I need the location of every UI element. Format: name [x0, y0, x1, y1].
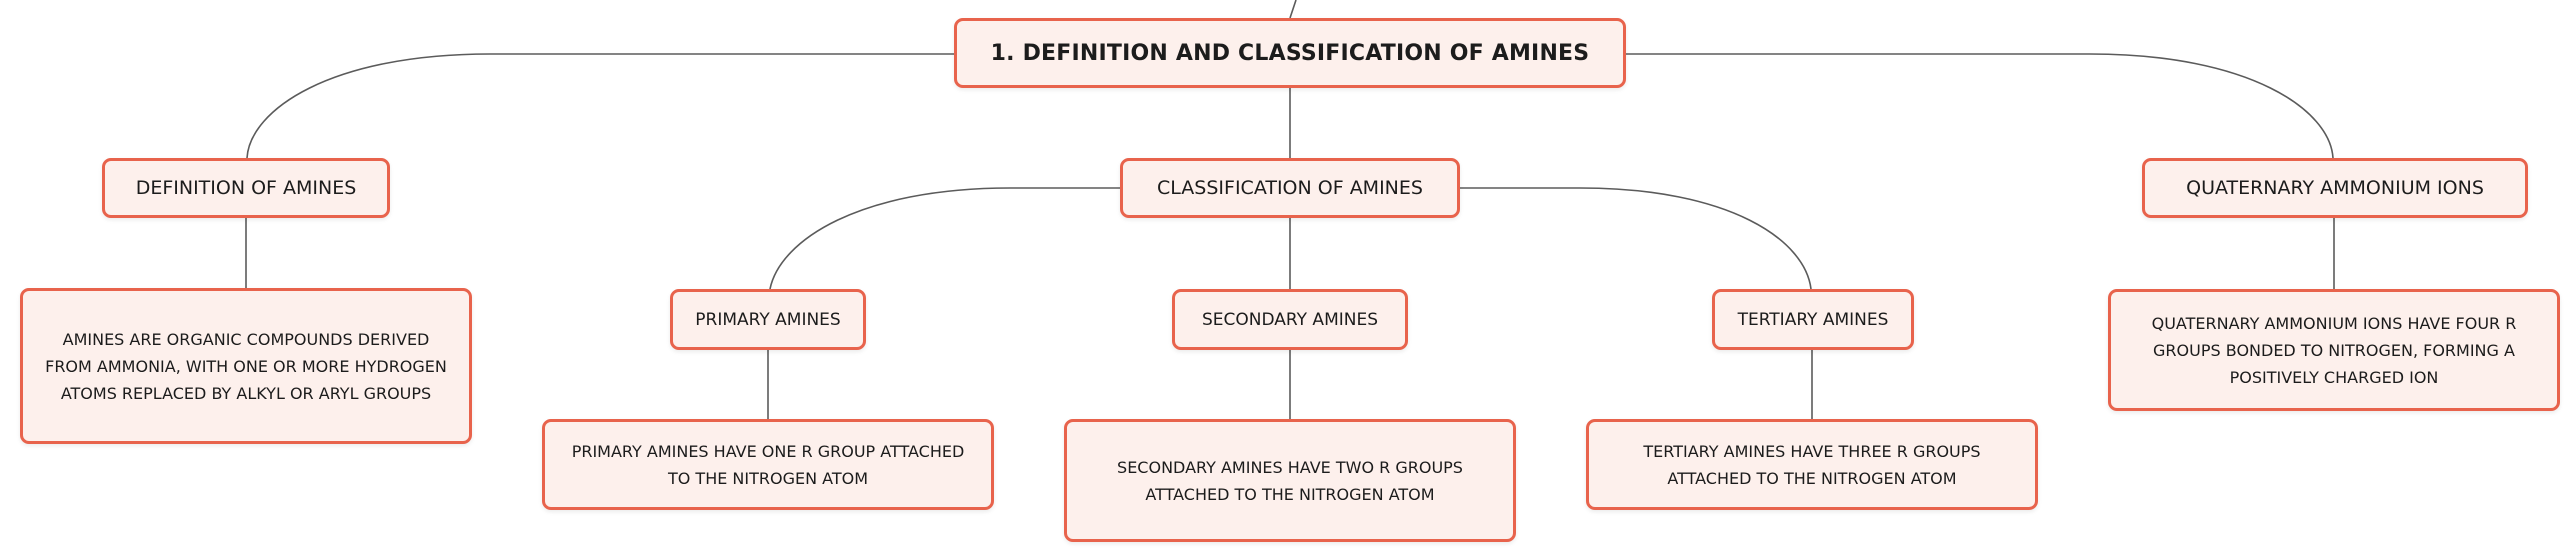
- connector-classification-to-tertiary: [1460, 188, 1811, 289]
- primary-amines-description-text: PRIMARY AMINES HAVE ONE R GROUP ATTACHED TO THE NITROGEN ATOM: [571, 441, 965, 488]
- tertiary-amines-node[interactable]: [1712, 289, 1914, 350]
- primary-amines-description-node[interactable]: [542, 419, 994, 510]
- tertiary-amines-description-node[interactable]: [1586, 419, 2038, 510]
- quaternary-node[interactable]: [2142, 158, 2528, 218]
- definition-description-text: AMINES ARE ORGANIC COMPOUNDS DERIVED FROM AMMONIA, WITH ONE OR MORE HYDROGEN ATOMS REPLACED BY ALKYL OR ARYL GROUPS: [45, 329, 447, 403]
- tertiary-amines-description-text: TERTIARY AMINES HAVE THREE R GROUPS ATTACHED TO THE NITROGEN ATOM: [1643, 441, 1981, 488]
- definition-description-node[interactable]: [20, 288, 472, 444]
- primary-amines-node[interactable]: [670, 289, 866, 350]
- secondary-amines-description-text: SECONDARY AMINES HAVE TWO R GROUPS ATTACHED TO THE NITROGEN ATOM: [1117, 457, 1463, 504]
- secondary-amines-description-node[interactable]: [1064, 419, 1516, 542]
- connector-classification-to-primary: [770, 188, 1120, 289]
- connector-root-to-definition: [247, 54, 954, 158]
- tertiary-amines-label: TERTIARY AMINES: [1737, 309, 1889, 330]
- root-node-label: 1. DEFINITION AND CLASSIFICATION OF AMINES: [990, 40, 1590, 66]
- primary-amines-label: PRIMARY AMINES: [695, 309, 841, 330]
- quaternary-description-text: QUATERNARY AMMONIUM IONS HAVE FOUR R GROUPS BONDED TO NITROGEN, FORMING A POSITIVELY CHARGED ION: [2151, 313, 2517, 387]
- connector-parent-to-root: [1290, 0, 1296, 18]
- root-node[interactable]: [954, 18, 1626, 88]
- secondary-amines-node[interactable]: [1172, 289, 1408, 350]
- classification-node-label: CLASSIFICATION OF AMINES: [1157, 177, 1423, 199]
- classification-node[interactable]: [1120, 158, 1460, 218]
- quaternary-description-node[interactable]: [2108, 289, 2560, 411]
- connector-root-to-quaternary: [1626, 54, 2333, 158]
- quaternary-node-label: QUATERNARY AMMONIUM IONS: [2186, 177, 2484, 199]
- definition-node-label: DEFINITION OF AMINES: [135, 177, 357, 199]
- definition-node[interactable]: [102, 158, 390, 218]
- secondary-amines-label: SECONDARY AMINES: [1202, 309, 1378, 330]
